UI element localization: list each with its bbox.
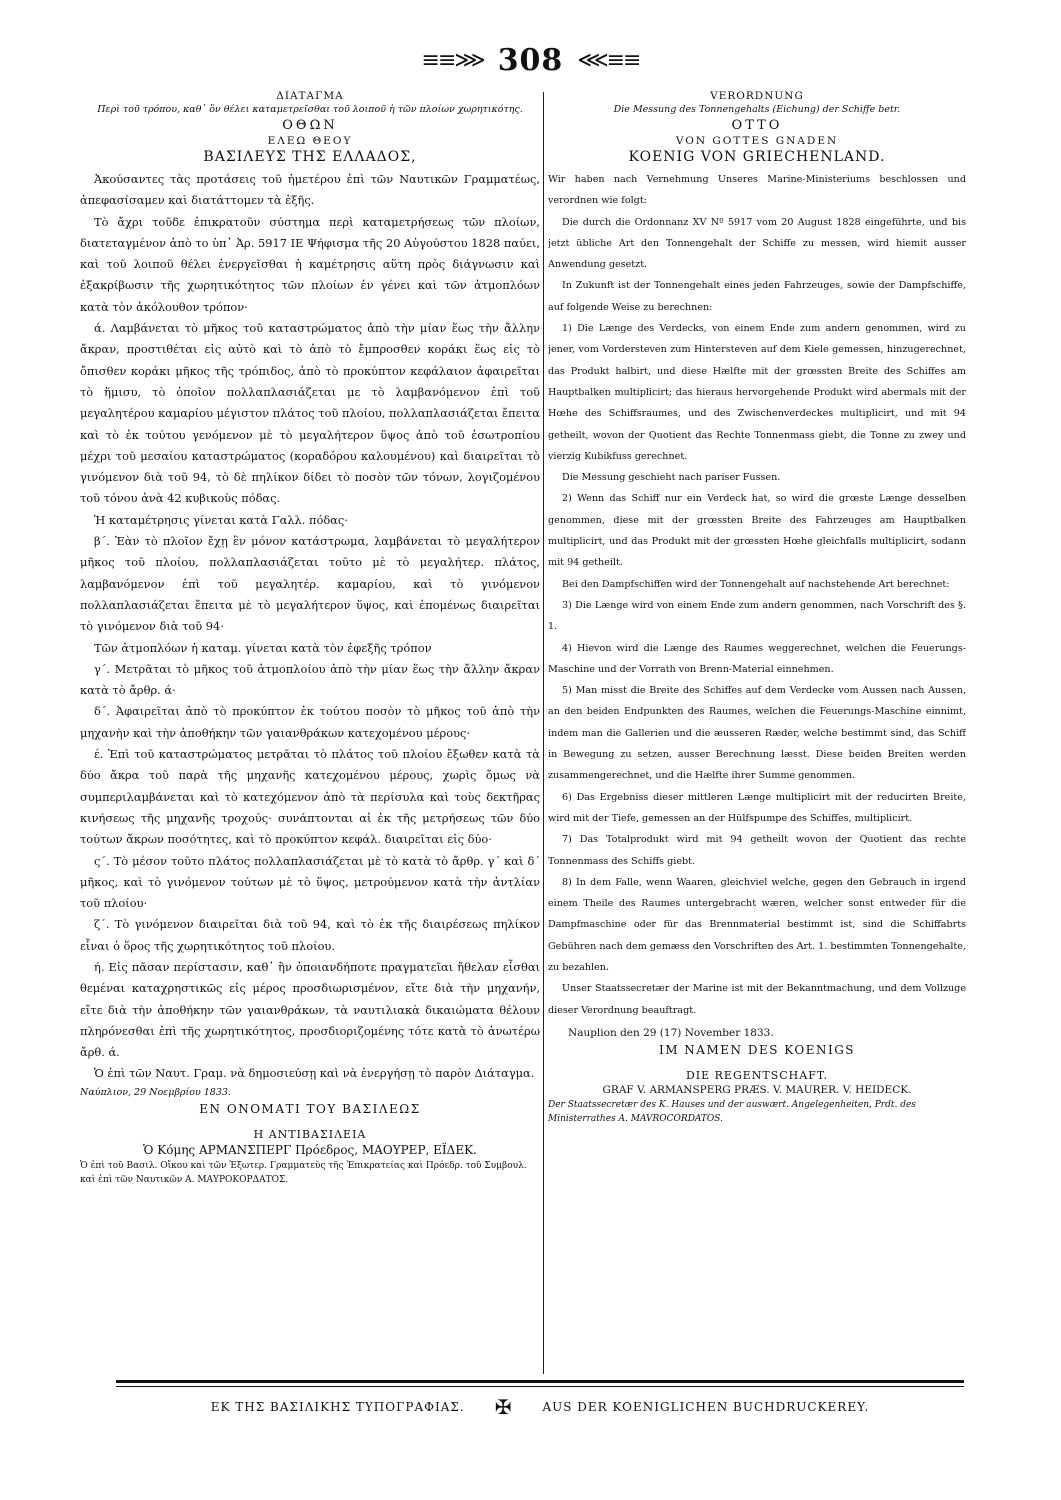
greek-signatories: Ὁ Κόμης ΑΡΜΑΝΣΠΕΡΓ Πρόεδρος, ΜΑΟΥΡΕΡ, ΕΪΔΕΚ.	[143, 1142, 477, 1157]
german-paragraph: 2) Wenn das Schiff nur ein Verdeck hat, so wird die grœste Længe desselben genommen, diese mit der grœssten Breite des Fahrzeuges am Hauptbalken multiplicirt, und das Produkt mit der grœssten Hœhe gleichfalls multiplicirt, sodann mit 94 getheilt.	[548, 493, 966, 569]
greek-decree-title: ΔΙΑΤΑΓΜΑ	[276, 90, 344, 102]
greek-king-title: ΒΑΣΙΛΕΥΣ ΤΗΣ ΕΛΛΑΔΟΣ,	[203, 149, 417, 165]
royal-crest-icon: ✠	[494, 1395, 513, 1419]
printer-imprint	[116, 1392, 964, 1422]
page-header	[0, 38, 1061, 82]
greek-paragraph: β΄. Ἐὰν τὸ πλοῖον ἔχῃ ἓν μόνον κατάστρωμα, λαμβάνεται τὸ μεγαλήτερον μῆκος τοῦ πλοίου, πολλαπλασιάζεται τοῦτο μὲ τὸ μεγαλήτερ. πλάτος, λαμβανόμενον ἐπὶ τοῦ μεγαλητέρ. καμαρίου, καὶ τὸ γινόμενον πολλαπλασιάζεται ἔπειτα μὲ τὸ μεγαλήτερον ὕψος, καὶ ἑπομένως διαιρεῖται τὸ γινόμενον διὰ τοῦ 94·	[80, 534, 540, 634]
german-countersignature: Der Staatssecretær des K. Hauses und der auswært. Angelegenheiten, Prdt. des Ministerrathes A. MAVROCORDATOS.	[548, 1099, 916, 1124]
greek-paragraph: Ἀκούσαντες τὰς προτάσεις τοῦ ἡμετέρου ἐπὶ τῶν Ναυτικῶν Γραμματέως, ἀπεφασίσαμεν καὶ διατάττομεν τὰ ἑξῆς.	[80, 172, 540, 208]
greek-column	[80, 86, 540, 1374]
german-paragraph: 1) Die Længe des Verdecks, von einem Ende zum andern genommen, wird zu jener, vom Vordersteven zum Hintersteven auf dem Kiele gemessen, hinzugerechnet, das Produkt halbirt, und diese Hælfte mit der grœssten Breite des Schiffes am Hauptbalken multiplicirt; das hieraus hervorgehende Produkt wird abermals mit der Hœhe des Schiffsraumes, und des Zwischenverdeckes multiplicirt, und mit 94 getheilt, wovon der Quotient das Rechte Tonnenmass giebt, die Tonne zu zwey und vierzig Kubikfuss gerechnet.	[548, 323, 966, 462]
greek-imprint: ΕΚ ΤΗΣ ΒΑΣΙΛΙΚΗΣ ΤΥΠΟΓΡΑΦΙΑΣ.	[210, 1400, 465, 1414]
column-divider	[543, 92, 544, 1374]
greek-paragraph: Τὸ ἄχρι τοῦδε ἐπικρατοῦν σύστημα περὶ καταμετρήσεως τῶν πλοίων, διατεταγμένον ἀπὸ το ὑπ᾽ Ἀρ. 5917 ΙΕ Ψήφισμα τῆς 20 Αὐγούστου 1828 παύει, καὶ τοῦ λοιποῦ θέλει ἐνεργεῖσθαι ἡ καμέτρησις αὕτη πρὸς διάγνωσιν καὶ ἐξακρίβωσιν τῆς χωρητικότητος τῶν πλοίων ἐν γένει καὶ τῶν ἀτμοπλόων κατὰ τὸν ἀκόλουθον τρόπον·	[80, 214, 540, 314]
german-paragraph: Wir haben nach Vernehmung Unseres Marine-Ministeriums beschlossen und verordnen wie folgt:	[548, 174, 966, 207]
greek-countersignature: Ὁ ἐπὶ τοῦ Βασιλ. Οἴκου καὶ τῶν Ἐξωτερ. Γραμματεὺς τῆς Ἐπικρατείας καὶ Πρόεδρ. τοῦ Συμβουλ. καὶ ἐπὶ τῶν Ναυτικῶν Α. ΜΑΥΡΟΚΟΡΔΑΤΟΣ.	[80, 1160, 527, 1185]
greek-paragraph: ς΄. Τὸ μέσον τοῦτο πλάτος πολλαπλασιάζεται μὲ τὸ κατὰ τὸ ἄρθρ. γ΄ καὶ δ΄ μῆκος, καὶ τὸ γινόμενον τούτων μὲ τὸ ὕψος, μετρούμενον κατὰ τὴν ἀντλίαν τοῦ πλοίου·	[80, 853, 540, 911]
german-paragraph: Unser Staatssecretær der Marine ist mit der Bekanntmachung, und dem Vollzuge dieser Verordnung beauftragt.	[548, 983, 966, 1016]
german-paragraph: Bei den Dampfschiffen wird der Tonnengehalt auf nachstehende Art berechnet:	[562, 578, 950, 590]
german-paragraph: 7) Das Totalprodukt wird mit 94 getheilt wovon der Quotient das rechte Tonnenmass des Schiffs giebt.	[548, 834, 966, 867]
german-paragraph: 6) Das Ergebniss dieser mittleren Længe multiplicirt mit der reducirten Breite, wird mit der Tiefe, gemessen an der Hülfspumpe des Schiffes, multiplicirt.	[548, 791, 966, 824]
german-paragraph: 3) Die Længe wird von einem Ende zum andern genommen, nach Vorschrift des §. 1.	[548, 599, 966, 633]
footer-rule-thick	[116, 1380, 964, 1383]
german-paragraph: 5) Man misst die Breite des Schiffes auf dem Verdecke vom Aussen nach Aussen, an den beiden Endpunkten des Raumes, welchen die Feuerungs-Maschine einnimt, indem man die Gallerien und die æusseren Ræder, welche bestimmt sind, das Schiff in Bewegung zu setzen, ausser Berechnung læsst. Diese beiden Breiten werden zusammengerechnet, und die Hælfte ihrer Summe genommen.	[548, 685, 966, 782]
greek-paragraph: Ἡ καταμέτρησις γίνεται κατὰ Γαλλ. πόδας·	[94, 512, 348, 527]
greek-paragraph: έ. Ἐπὶ τοῦ καταστρώματος μετρᾶται τὸ πλάτος τοῦ πλοίου ἔξωθεν κατὰ τὰ δύο ἄκρα τοῦ παρὰ τῆς μηχανῆς κατεχομένου μέρους, χωρὶς ὅμως νὰ συμπεριλαμβάνεται καὶ τὸ κατεχόμενον ἀπὸ τὰ περίσυλα καὶ τοὺς δεκτῆρας κινήσεως τῆς μηχανῆς τροχούς· συνάπτονται αἱ ἐκ τῆς μετρήσεως τῶν δύο τούτων ἄκρων ποσότητες, καὶ τὸ προκύπτον κεφάλ. διαιρεῖται εἰς δύο·	[80, 747, 540, 847]
page-number: 308	[497, 42, 564, 78]
german-paragraph: Die durch die Ordonnanz XV Nº 5917 vom 20 August 1828 eingeführte, und bis jetzt übliche Art den Tonnengehalt der Schiffe zu messen, wird hiemit ausser Anwendung gesetzt.	[548, 216, 966, 271]
german-grace: VON GOTTES GNADEN	[675, 135, 839, 147]
greek-king-name: ΟΘΩΝ	[282, 118, 338, 133]
greek-subject: Περὶ τοῦ τρόπου, καθ᾽ ὃν θέλει καταμετρεῖσθαι τοῦ λοιποῦ ἡ τῶν πλοίων χωρητικότης.	[97, 104, 523, 115]
greek-date: Ναύπλιον, 29 Νοεμβρίου 1833.	[80, 1086, 231, 1098]
german-date: Nauplion den 29 (17) November 1833.	[568, 1026, 774, 1039]
ornament-left-icon: ≡≡⋙	[421, 47, 484, 73]
german-subject: Die Messung des Tonnengehalts (Eichung) der Schiffe betr.	[613, 104, 901, 115]
german-paragraph: 4) Hievon wird die Længe des Raumes weggerechnet, welchen die Feuerungs-Maschine und der Vorrath von Brenn-Material einnehmen.	[548, 642, 966, 675]
german-king-title: KOENIG VON GRIECHENLAND.	[628, 149, 886, 165]
german-imprint: AUS DER KOENIGLICHEN BUCHDRUCKEREY.	[542, 1400, 870, 1414]
greek-grace: ΕΛΕΩ ΘΕΟΥ	[267, 135, 353, 147]
greek-paragraph: δ΄. Ἀφαιρεῖται ἀπὸ τὸ προκύπτον ἐκ τούτου ποσὸν τὸ μῆκος τοῦ ἀπὸ τὴν μηχανὴν καὶ τὴν ἀποθήκην τῶν γαιανθράκων κατεχομένου μέρους·	[80, 704, 540, 740]
greek-paragraph: Ὁ ἐπὶ τῶν Ναυτ. Γραμ. νὰ δημοσιεύσῃ καὶ νὰ ἐνεργήσῃ τὸ παρὸν Διάταγμα.	[94, 1066, 535, 1081]
greek-paragraph: ή. Εἰς πᾶσαν περίστασιν, καθ᾽ ἣν ὁποιανδήποτε πραγματεῖαι ἤθελαν εἶσθαι θεμέναι καταχρηστικῶς εἰς μέρος προσδιωρισμένον, εἴτε διὰ τὴν μηχανήν, εἴτε διὰ τὴν ἀποθήκην τῶν γαιανθράκων, τὰ ναυτιλιακὰ δικαιώματα θέλουν πληρόνεσθαι ἐπὶ τῆς χωρητικότητος, προσδιοριζομένης τότε κατὰ τὸ ἀνωτέρω ἄρθ. ά.	[80, 959, 540, 1060]
german-decree-title: VERORDNUNG	[710, 90, 804, 102]
greek-paragraph: ζ΄. Τὸ γινόμενον διαιρεῖται διὰ τοῦ 94, καὶ τὸ ἐκ τῆς διαιρέσεως πηλίκον εἶναι ὁ ὅρος τῆς χωρητικότητος τοῦ πλοίου.	[80, 917, 540, 953]
ornament-right-icon: ⋘≡≡	[577, 47, 640, 73]
german-signatories: GRAF V. ARMANSPERG PRÆS. V. MAURER. V. HEIDECK.	[602, 1083, 912, 1096]
german-paragraph: In Zukunft ist der Tonnengehalt eines jeden Fahrzeuges, sowie der Dampfschiffe, auf folgende Weise zu berechnen:	[548, 280, 966, 313]
german-paragraph: 8) In dem Falle, wenn Waaren, gleichviel welche, gegen den Gebrauch in irgend einem Theile des Raumes untergebracht wæren, welcher sonst entweder für die Dampfmaschine oder für das Brennmaterial bestimmt ist, sind die Schiffabrts Gebühren nach dem gemæss den Vorschriften des Art. 1. bestimmten Tonnengehalte, zu bezahlen.	[548, 876, 966, 973]
german-column	[548, 86, 966, 1374]
footer-rule-thin	[116, 1386, 964, 1387]
german-paragraph: Die Messung geschieht nach pariser Fussen.	[562, 472, 781, 484]
german-king-name: OTTO	[731, 118, 783, 133]
greek-paragraph: ά. Λαμβάνεται τὸ μῆκος τοῦ καταστρώματος ἀπὸ τὴν μίαν ἕως τὴν ἄλλην ἄκραν, προστιθέται εἰς αὐτὸ καὶ τὸ ἀπὸ τὸ ἔμπροσθεν κοράκι ἕως εἰς τὸ ὄπισθεν κοράκι μῆκος τῆς τρόπιδος, ἀπὸ τὸ προκύπτον κεφάλαιον ἀφαιρεῖται τὸ ἥμισυ, τὸ ὁποῖον πολλαπλασιάζεται με τὸ λαμβανόμενον ἐπὶ τοῦ μεγαλητέρου καμαρίου μέγιστον πλάτος τοῦ πλοίου, πολλαπλασιάζεται ἔπειτα καὶ τὸ ἐκ τούτου γενόμενον μὲ τὸ μεγαλήτερον ὕψος ἀπὸ τοῦ ἐσωτροπίου μέχρι τοῦ μεσαίου καταστρώματος (κοραδόρου καλουμένου) καὶ διαιρεῖται τὸ γινόμενον διὰ τοῦ 94, τὸ δὲ πηλίκον δίδει τὸ ποσὸν τῶν τόνων, λογιζομένου τοῦ τόνου ἀνὰ 42 κυβικοὺς πόδας.	[80, 321, 540, 506]
greek-regency: Η ΑΝΤΙΒΑΣΙΛΕΙΑ	[253, 1127, 367, 1141]
greek-paragraph: γ΄. Μετρᾶται τὸ μῆκος τοῦ ἀτμοπλοίου ἀπὸ τὴν μίαν ἕως τὴν ἄλλην ἄκραν κατὰ τὸ ἄρθρ. ά·	[80, 661, 540, 698]
greek-paragraph: Τῶν ἀτμοπλόων ἡ καταμ. γίνεται κατὰ τὸν ἐφεξῆς τρόπον	[94, 640, 432, 655]
greek-signature-heading: ΕΝ ΟΝΟΜΑΤΙ ΤΟΥ ΒΑΣΙΛΕΩΣ	[199, 1101, 421, 1116]
german-signature-heading: IM NAMEN DES KOENIGS	[658, 1042, 856, 1057]
german-regency: DIE REGENTSCHAFT.	[685, 1068, 829, 1082]
